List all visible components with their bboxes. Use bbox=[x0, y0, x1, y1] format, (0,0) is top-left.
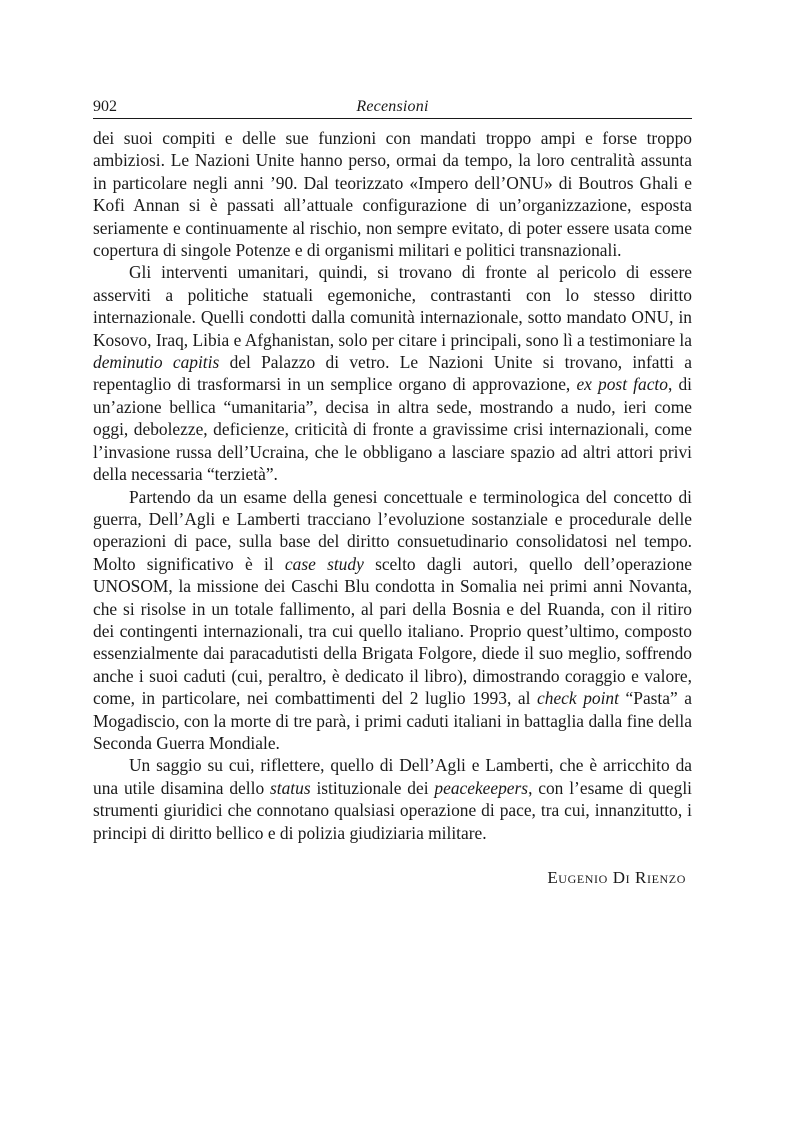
text-run: Partendo da un esame della genesi concettuale e terminologica del concetto di guerra, Dell’Agli e Lamberti tracciano l’evoluzione sostanziale e procedurale delle operazioni di pace, sulla base del diritto consuetudinario consolidatosi nel tempo. Molto significativo è il bbox=[93, 486, 692, 574]
text-run: , di un’azione bellica “umanitaria”, decisa in altra sede, mostrando a nudo, ieri come oggi, debolezze, deficienze, criticità di fronte a gravissime crisi internazionali, come l’invasione russa dell’Ucraina, che le obbligano a lasciare spazio ad altri attori privi della necessaria “terzietà”. bbox=[93, 374, 692, 485]
text-run: Gli interventi umanitari, quindi, si trovano di fronte al pericolo di essere asserviti a politiche statuali egemoniche, contrastanti con lo stesso diritto internazionale. Quelli condotti dalla comunità internazionale, sotto mandato ONU, in Kosovo, Iraq, Libia e Afghanistan, solo per citare i principali, sono lì a testimoniare la bbox=[93, 262, 692, 350]
running-header bbox=[93, 96, 692, 119]
text-run: del Palazzo di vetro. Le Nazioni Unite si trovano, infatti a repentaglio di trasformarsi in un semplice organo di approvazione, bbox=[93, 352, 692, 395]
text-run: dei suoi compiti e delle sue funzioni con mandati troppo ampi e forse troppo ambiziosi. Le Nazioni Unite hanno perso, ormai da tempo, la loro centralità assunta in particolare negli anni ’90. Dal teorizzato «Impero dell’ONU» di Boutros Ghali e Kofi Annan si è passati all’attuale configurazione di un’organizzazione, esposta seriamente e continuamente al rischio, non sempre evitato, di poter essere usata come copertura di singole Potenze e di organismi militari e politici transnazionali. bbox=[93, 128, 692, 261]
page-number: 902 bbox=[93, 98, 117, 115]
body-paragraph bbox=[93, 754, 692, 844]
text-run: Un saggio su cui, riflettere, quello di Dell’Agli e Lamberti, che è arricchito da una utile disamina dello bbox=[93, 755, 692, 798]
text-run: “Pasta” a Mogadiscio, con la morte di tre parà, i primi caduti italiani in battaglia dalla fine della Seconda Guerra Mondiale. bbox=[93, 688, 693, 753]
body-paragraph bbox=[93, 261, 692, 485]
text-run: istituzionale dei bbox=[310, 777, 435, 798]
text-run: scelto dagli autori, quello dell’operazione UNOSOM, la missione dei Caschi Blu condotta in Somalia nei primi anni Novanta, che si risolse in un totale fallimento, al pari della Bosnia e del Ruanda, con il ritiro dei contingenti internazionali, tra cui quello italiano. Proprio quest’ultimo, composto essenzialmente dai paracadutisti della Brigata Folgore, diede il suo meglio, soffrendo anche i suoi caduti (cui, peraltro, è dedicato il libro), dimostrando coraggio e valore, come, in particolare, nei combattimenti del 2 luglio 1993, al bbox=[93, 553, 692, 709]
italic-term: ex post facto bbox=[576, 374, 668, 395]
review-body bbox=[93, 127, 692, 844]
italic-term: deminutio capitis bbox=[93, 352, 220, 373]
italic-term: check point bbox=[537, 688, 619, 709]
italic-term: status bbox=[270, 777, 311, 798]
author-signature: Eugenio Di Rienzo bbox=[547, 868, 686, 887]
body-paragraph bbox=[93, 127, 692, 261]
text-run: , con l’esame di quegli strumenti giuridici che connotano qualsiasi operazione di pace, tra cui, innanzitutto, i principi di diritto bellico e di polizia giudiziaria militare. bbox=[93, 777, 693, 843]
book-page bbox=[93, 96, 692, 888]
running-title: Recensioni bbox=[356, 98, 429, 115]
italic-term: case study bbox=[284, 553, 364, 574]
body-paragraph bbox=[93, 486, 692, 755]
italic-term: peacekeepers bbox=[434, 777, 529, 798]
